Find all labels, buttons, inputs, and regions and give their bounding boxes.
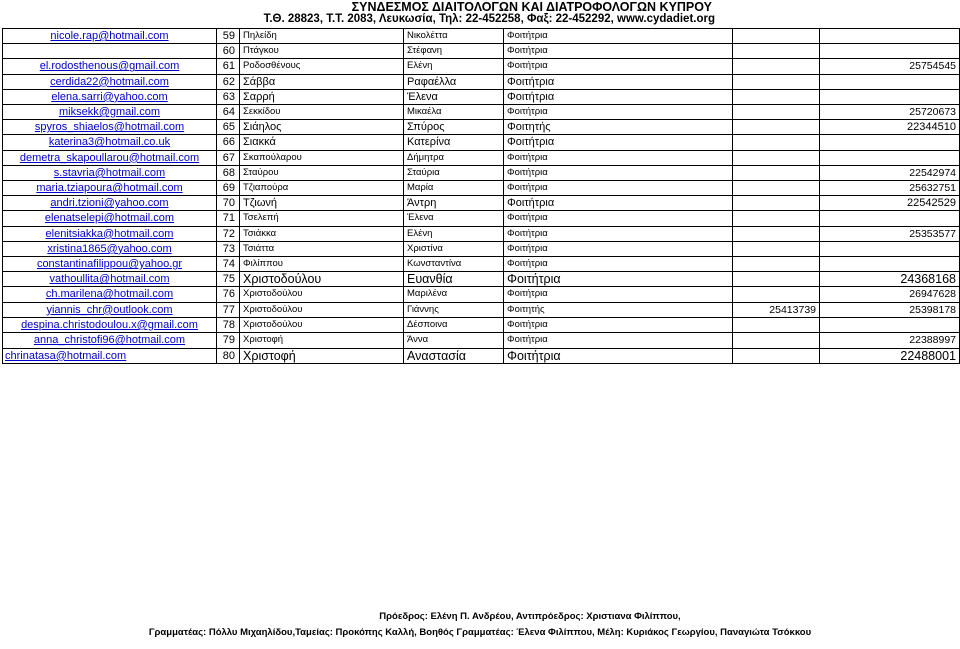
email-link[interactable]: anna_christofi96@hotmail.com: [3, 333, 217, 349]
phone-cell: [733, 196, 820, 211]
table-row: [3, 59, 960, 74]
status-cell: Φοιτήτρια: [504, 181, 733, 196]
status-cell: Φοιτήτρια: [504, 59, 733, 74]
member-number: 62: [217, 74, 240, 89]
status-cell: Φοιτήτρια: [504, 211, 733, 226]
member-number: 78: [217, 317, 240, 332]
phone-cell: [733, 272, 820, 287]
member-number: 74: [217, 257, 240, 272]
phone-cell: 24368168: [820, 272, 960, 287]
first-name-cell: Μαριλένα: [404, 287, 504, 302]
phone-cell: [733, 150, 820, 165]
status-cell: Φοιτήτρια: [504, 333, 733, 349]
surname-cell: Σκαπούλαρου: [240, 150, 404, 165]
member-number: 67: [217, 150, 240, 165]
table-row: [3, 105, 960, 120]
surname-cell: Σιάηλος: [240, 120, 404, 135]
phone-cell: [733, 211, 820, 226]
phone-cell: 26947628: [820, 287, 960, 302]
table-row: [3, 348, 960, 364]
phone-cell: 22388997: [820, 333, 960, 349]
phone-cell: [820, 150, 960, 165]
table-row: [3, 257, 960, 272]
surname-cell: Φιλίππου: [240, 257, 404, 272]
phone-cell: [820, 257, 960, 272]
first-name-cell: Κατερίνα: [404, 135, 504, 150]
email-link[interactable]: despina.christodoulou.x@gmail.com: [3, 317, 217, 332]
email-link[interactable]: s.stavria@hotmail.com: [3, 165, 217, 180]
email-link[interactable]: katerina3@hotmail.co.uk: [3, 135, 217, 150]
table-row: [3, 287, 960, 302]
email-link[interactable]: ch.marilena@hotmail.com: [3, 287, 217, 302]
surname-cell: Σεκκίδου: [240, 105, 404, 120]
member-number: 75: [217, 272, 240, 287]
status-cell: Φοιτήτρια: [504, 105, 733, 120]
member-number: 61: [217, 59, 240, 74]
member-number: 73: [217, 241, 240, 256]
phone-cell: [733, 287, 820, 302]
table-row: [3, 135, 960, 150]
email-link: [3, 44, 217, 59]
surname-cell: Χριστοδούλου: [240, 287, 404, 302]
first-name-cell: Δέσποινα: [404, 317, 504, 332]
first-name-cell: Σταύρια: [404, 165, 504, 180]
email-link[interactable]: cerdida22@hotmail.com: [3, 74, 217, 89]
members-table: [2, 28, 960, 364]
surname-cell: Τσιάττα: [240, 241, 404, 256]
first-name-cell: Αναστασία: [404, 348, 504, 364]
table-row: [3, 211, 960, 226]
email-link[interactable]: elenatselepi@hotmail.com: [3, 211, 217, 226]
surname-cell: Χριστοφή: [240, 348, 404, 364]
email-link[interactable]: andri.tzioni@yahoo.com: [3, 196, 217, 211]
phone-cell: [733, 317, 820, 332]
member-number: 77: [217, 302, 240, 317]
table-row: [3, 120, 960, 135]
member-number: 63: [217, 89, 240, 104]
member-number: 65: [217, 120, 240, 135]
phone-cell: [820, 44, 960, 59]
member-number: 72: [217, 226, 240, 241]
member-number: 80: [217, 348, 240, 364]
table-row: [3, 44, 960, 59]
phone-cell: [733, 257, 820, 272]
phone-cell: [733, 348, 820, 364]
status-cell: Φοιτήτρια: [504, 135, 733, 150]
status-cell: Φοιτήτρια: [504, 272, 733, 287]
first-name-cell: Χριστίνα: [404, 241, 504, 256]
status-cell: Φοιτήτρια: [504, 89, 733, 104]
email-link[interactable]: xristina1865@yahoo.com: [3, 241, 217, 256]
phone-cell: [733, 59, 820, 74]
member-number: 79: [217, 333, 240, 349]
first-name-cell: Μαρία: [404, 181, 504, 196]
phone-cell: [820, 241, 960, 256]
table-row: [3, 272, 960, 287]
first-name-cell: Άννα: [404, 333, 504, 349]
phone-cell: [733, 120, 820, 135]
surname-cell: Τζιωνή: [240, 196, 404, 211]
first-name-cell: Δήμητρα: [404, 150, 504, 165]
first-name-cell: Ευανθία: [404, 272, 504, 287]
status-cell: Φοιτήτρια: [504, 44, 733, 59]
surname-cell: Τσιάκκα: [240, 226, 404, 241]
phone-cell: [733, 105, 820, 120]
member-number: 69: [217, 181, 240, 196]
table-row: [3, 29, 960, 44]
first-name-cell: Ελένη: [404, 226, 504, 241]
member-number: 68: [217, 165, 240, 180]
status-cell: Φοιτήτρια: [504, 241, 733, 256]
member-number: 59: [217, 29, 240, 44]
first-name-cell: Ραφαέλλα: [404, 74, 504, 89]
email-link[interactable]: nicole.rap@hotmail.com: [3, 29, 217, 44]
phone-cell: [733, 333, 820, 349]
table-row: [3, 165, 960, 180]
status-cell: Φοιτήτρια: [504, 150, 733, 165]
first-name-cell: Σπύρος: [404, 120, 504, 135]
surname-cell: Ροδοσθένους: [240, 59, 404, 74]
first-name-cell: Έλενα: [404, 211, 504, 226]
status-cell: Φοιτήτρια: [504, 29, 733, 44]
surname-cell: Σταύρου: [240, 165, 404, 180]
phone-cell: [733, 241, 820, 256]
email-link[interactable]: miksekk@gmail.com: [3, 105, 217, 120]
surname-cell: Πτάγκου: [240, 44, 404, 59]
email-link[interactable]: el.rodosthenous@gmail.com: [3, 59, 217, 74]
email-link[interactable]: maria.tziapoura@hotmail.com: [3, 181, 217, 196]
phone-cell: [733, 181, 820, 196]
email-link[interactable]: chrinatasa@hotmail.com: [3, 348, 217, 364]
first-name-cell: Κωνσταντίνα: [404, 257, 504, 272]
first-name-cell: Γιάννης: [404, 302, 504, 317]
member-number: 64: [217, 105, 240, 120]
status-cell: Φοιτήτρια: [504, 226, 733, 241]
email-link[interactable]: constantinafilippou@yahoo.gr: [3, 257, 217, 272]
phone-cell: 25413739: [733, 302, 820, 317]
table-row: [3, 181, 960, 196]
email-link[interactable]: elenitsiakka@hotmail.com: [3, 226, 217, 241]
phone-cell: [820, 317, 960, 332]
first-name-cell: Μικαέλα: [404, 105, 504, 120]
member-number: 60: [217, 44, 240, 59]
phone-cell: 25632751: [820, 181, 960, 196]
phone-cell: [733, 135, 820, 150]
phone-cell: [733, 226, 820, 241]
surname-cell: Τσελεπή: [240, 211, 404, 226]
surname-cell: Πηλείδη: [240, 29, 404, 44]
phone-cell: [820, 135, 960, 150]
surname-cell: Σιακκά: [240, 135, 404, 150]
phone-cell: 22488001: [820, 348, 960, 364]
table-row: [3, 89, 960, 104]
footer-officers-line: Πρόεδρος: Ελένη Π. Ανδρέου, Αντιπρόεδρος: Χριστιανα Φιλίππου,: [379, 611, 681, 622]
status-cell: Φοιτήτρια: [504, 165, 733, 180]
org-title: ΣΥΝΔΕΣΜΟΣ ΔΙΑΙΤΟΛΟΓΩΝ ΚΑΙ ΔΙΑΤΡΟΦΟΛΟΓΩΝ ΚΥΠΡΟΥ: [351, 0, 712, 14]
status-cell: Φοιτητής: [504, 302, 733, 317]
phone-cell: [733, 165, 820, 180]
phone-cell: 25353577: [820, 226, 960, 241]
phone-cell: 25720673: [820, 105, 960, 120]
email-link[interactable]: vathoullita@hotmail.com: [3, 272, 217, 287]
table-row: [3, 74, 960, 89]
email-link[interactable]: yiannis_chr@outlook.com: [3, 302, 217, 317]
phone-cell: [733, 44, 820, 59]
first-name-cell: Έλενα: [404, 89, 504, 104]
status-cell: Φοιτήτρια: [504, 348, 733, 364]
status-cell: Φοιτήτρια: [504, 317, 733, 332]
email-link[interactable]: elena.sarri@yahoo.com: [3, 89, 217, 104]
first-name-cell: Άντρη: [404, 196, 504, 211]
first-name-cell: Νικολέττα: [404, 29, 504, 44]
phone-cell: [733, 74, 820, 89]
table-row: [3, 241, 960, 256]
email-link[interactable]: demetra_skapoullarou@hotmail.com: [3, 150, 217, 165]
table-row: [3, 226, 960, 241]
surname-cell: Τζιαπούρα: [240, 181, 404, 196]
phone-cell: [820, 74, 960, 89]
org-contact-line: Τ.Θ. 28823, Τ.Τ. 2083, Λευκωσία, Τηλ: 22-452258, Φαξ: 22-452292, www.cydadiet.org: [263, 13, 715, 25]
phone-cell: 22542529: [820, 196, 960, 211]
status-cell: Φοιτήτρια: [504, 196, 733, 211]
surname-cell: Χριστοδούλου: [240, 317, 404, 332]
surname-cell: Χριστοδούλου: [240, 272, 404, 287]
email-link[interactable]: spyros_shiaelos@hotmail.com: [3, 120, 217, 135]
phone-cell: [820, 211, 960, 226]
phone-cell: [733, 89, 820, 104]
phone-cell: 22344510: [820, 120, 960, 135]
first-name-cell: Στέφανη: [404, 44, 504, 59]
status-cell: Φοιτήτρια: [504, 74, 733, 89]
member-number: 76: [217, 287, 240, 302]
status-cell: Φοιτήτρια: [504, 257, 733, 272]
table-row: [3, 302, 960, 317]
member-number: 70: [217, 196, 240, 211]
member-number: 66: [217, 135, 240, 150]
member-number: 71: [217, 211, 240, 226]
footer-board-line: Γραμματέας: Πόλλυ Μιχαηλίδου,Ταμείας: Προκόπης Καλλή, Βοηθός Γραμματέας: Έλενα Φιλίππου, Μέλη: Κυριάκος Γεωργίου, Παναγιώτα Τσόκκου: [148, 627, 812, 638]
status-cell: Φοιτητής: [504, 120, 733, 135]
surname-cell: Σαρρή: [240, 89, 404, 104]
table-row: [3, 196, 960, 211]
phone-cell: 25398178: [820, 302, 960, 317]
surname-cell: Χριστοδούλου: [240, 302, 404, 317]
table-row: [3, 150, 960, 165]
surname-cell: Χριστοφή: [240, 333, 404, 349]
phone-cell: [820, 29, 960, 44]
phone-cell: [733, 29, 820, 44]
table-row: [3, 333, 960, 349]
status-cell: Φοιτήτρια: [504, 287, 733, 302]
phone-cell: [820, 89, 960, 104]
phone-cell: 25754545: [820, 59, 960, 74]
first-name-cell: Ελένη: [404, 59, 504, 74]
phone-cell: 22542974: [820, 165, 960, 180]
table-row: [3, 317, 960, 332]
surname-cell: Σάββα: [240, 74, 404, 89]
